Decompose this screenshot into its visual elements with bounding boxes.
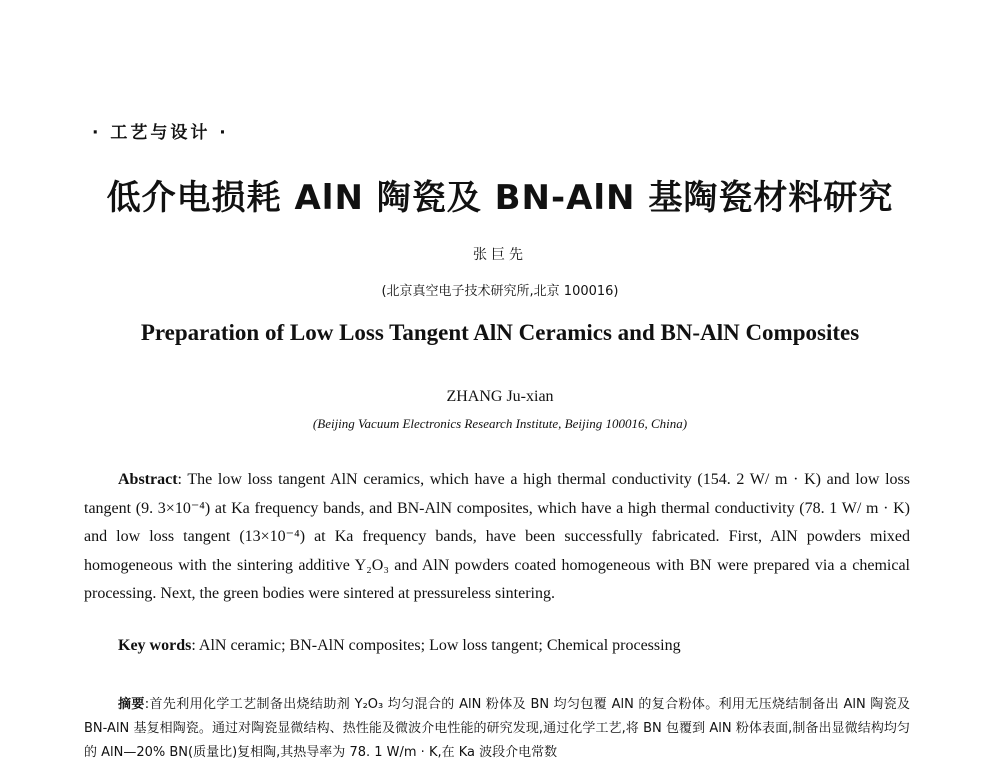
english-author: ZHANG Ju-xian [446, 388, 554, 405]
english-keywords [84, 637, 910, 655]
section-tag: · 工艺与设计 · [92, 123, 229, 143]
english-affiliation: (Beijing Vacuum Electronics Research Institute, Beijing 100016, China) [312, 416, 688, 431]
english-title: Preparation of Low Loss Tangent AlN Ceramics and BN-AlN Composites [140, 320, 860, 345]
chinese-title: 低介电损耗 AlN 陶瓷及 BN-AlN 基陶瓷材料研究 [106, 178, 894, 218]
keywords-text: : AlN ceramic; BN-AlN composites; Low loss tangent; Chemical processing [191, 637, 681, 654]
abstract-text: : The low loss tangent AlN ceramics, which have a high thermal conductivity (154. 2 W/ m · K) and low loss tangent (9. 3×10⁻⁴) at Ka frequency bands, and BN-AlN composites, which have a high thermal conductivity (78. 1 W/ m · K) and low loss tangent (13×10⁻⁴) at Ka frequency bands, have been successfully fabricated. First, AlN powders mixed homogeneous with the sintering additive Y₂O₃ and AlN powders coated homogeneous with BN were prepared via a chemical processing. Next, the green bodies were sintered at pressureless sintering. [84, 471, 910, 602]
keywords-label: Key words [118, 637, 192, 654]
chinese-abstract-label: 摘要 [118, 697, 145, 712]
chinese-affiliation: (北京真空电子技术研究所,北京 100016) [381, 284, 619, 299]
chinese-abstract [84, 693, 910, 765]
chinese-author: 张巨先 [473, 247, 527, 263]
english-abstract [84, 466, 910, 609]
chinese-abstract-text: :首先利用化学工艺制备出烧结助剂 Y₂O₃ 均匀混合的 AlN 粉体及 BN 均匀包覆 AlN 的复合粉体。利用无压烧结制备出 AlN 陶瓷及 BN-AlN 基复相陶瓷。通过对陶瓷显微结构、热性能及微波介电性能的研究发现,通过化学工艺,将 BN 包覆到 AlN 粉体表面,制备出显微结构均匀的 AlN—20% BN(质量比)复相陶,其热导率为 78. 1 W/m · K,在 Ka 波段介电常数 [84, 697, 910, 760]
abstract-label: Abstract [118, 471, 178, 488]
